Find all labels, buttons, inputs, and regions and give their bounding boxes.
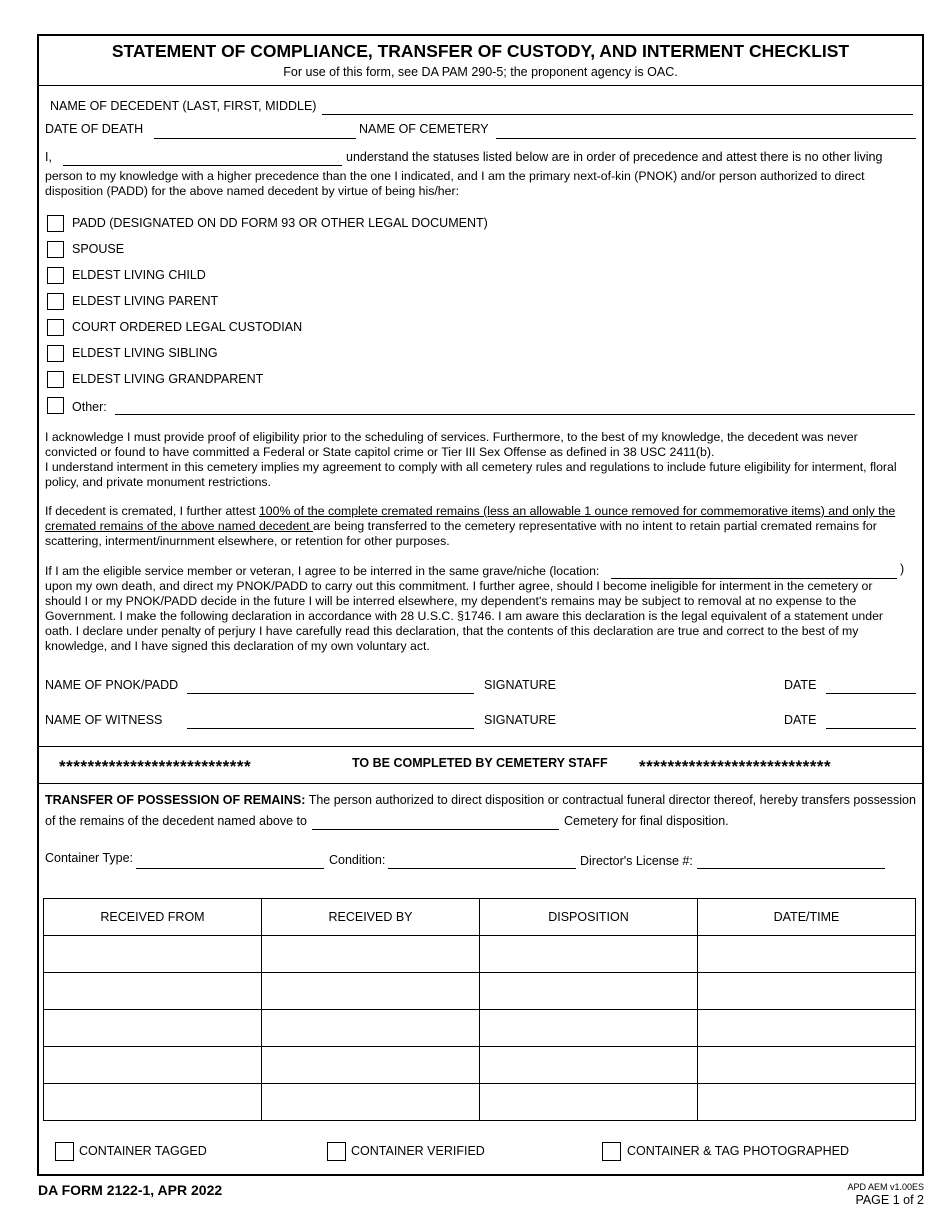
veteran-text-pre: If I am the eligible service member or veteran, I agree to be interred in the same grave/niche (location: (45, 564, 600, 578)
status-label-spouse: SPOUSE (72, 242, 125, 256)
cremated-text-pre: If decedent is cremated, I further attest (45, 504, 259, 518)
attest-name-field[interactable] (63, 149, 342, 166)
table-cell[interactable] (44, 1010, 262, 1047)
license-label: Director's License #: (580, 854, 693, 868)
checkbox-container-photographed[interactable] (602, 1142, 621, 1161)
status-checkbox-child[interactable] (47, 267, 64, 284)
status-label-custodian: COURT ORDERED LEGAL CUSTODIAN (72, 320, 303, 334)
form-version: APD AEM v1.00ES (847, 1182, 924, 1192)
transfer-heading: TRANSFER OF POSSESSION OF REMAINS: (45, 793, 306, 807)
container-type-field[interactable] (136, 852, 324, 869)
attest-text-rest: person to my knowledge with a higher precedence than the one I indicated, and I am the primary next-of-kin (PNOK) and/or person authorized to direct disposition (PADD) for the above named decedent by virtue of being his/her: (45, 169, 865, 198)
cemetery-name-label: NAME OF CEMETERY (359, 122, 489, 136)
status-checkbox-other[interactable] (47, 397, 64, 414)
header-disposition: DISPOSITION (480, 899, 698, 936)
veteran-text-close: ) (900, 562, 905, 576)
cremated-paragraph (45, 504, 911, 549)
acknowledge-paragraph-2: I understand interment in this cemetery implies my agreement to comply with all cemetery rules and regulations to include future eligibility for interment, floral policy, and private monument restrictions. (45, 460, 897, 489)
cremated-text-post: are being transferred to the cemetery representative with no intent to retain partial cremated remains for scattering, interment/inurnment elsewhere, or retention for other purposes. (45, 519, 877, 548)
table-row (44, 936, 916, 973)
checkbox-container-tagged[interactable] (55, 1142, 74, 1161)
table-row (44, 1084, 916, 1121)
witness-name-field[interactable] (187, 712, 474, 729)
table-cell[interactable] (262, 973, 480, 1010)
checkbox-container-verified[interactable] (327, 1142, 346, 1161)
form-subtitle: For use of this form, see DA PAM 290-5; the proponent agency is OAC. (283, 65, 678, 79)
table-cell[interactable] (44, 1084, 262, 1121)
table-cell[interactable] (480, 1084, 698, 1121)
condition-label: Condition: (329, 853, 386, 867)
table-cell[interactable] (480, 936, 698, 973)
table-cell[interactable] (262, 936, 480, 973)
decedent-name-field[interactable] (322, 98, 913, 115)
condition-field[interactable] (388, 852, 576, 869)
pnok-date-label: DATE (784, 678, 817, 692)
status-checkbox-padd[interactable] (47, 215, 64, 232)
witness-date-label: DATE (784, 713, 817, 727)
pnok-name-field[interactable] (187, 677, 474, 694)
grave-location-field[interactable] (611, 563, 897, 579)
table-row (44, 1010, 916, 1047)
custody-header-row (44, 899, 916, 936)
table-cell[interactable] (44, 936, 262, 973)
pnok-date-field[interactable] (826, 677, 916, 694)
table-cell[interactable] (698, 973, 916, 1010)
table-cell[interactable] (262, 1010, 480, 1047)
status-checkbox-grandparent[interactable] (47, 371, 64, 388)
header-divider (39, 85, 922, 86)
staff-bottom-divider (39, 783, 922, 784)
container-type-label: Container Type: (45, 851, 134, 865)
transfer-line1 (45, 793, 916, 807)
status-checkbox-spouse[interactable] (47, 241, 64, 258)
witness-signature-label: SIGNATURE (484, 713, 556, 727)
witness-date-field[interactable] (826, 712, 916, 729)
form-title: STATEMENT OF COMPLIANCE, TRANSFER OF CUSTODY, AND INTERMENT CHECKLIST (111, 41, 850, 61)
label-container-photographed: CONTAINER & TAG PHOTOGRAPHED (627, 1144, 850, 1158)
page-number: PAGE 1 of 2 (855, 1193, 924, 1207)
attest-i-label: I, (45, 150, 52, 164)
status-label-padd: PADD (DESIGNATED ON DD FORM 93 OR OTHER LEGAL DOCUMENT) (72, 216, 488, 230)
custody-table (43, 898, 916, 1121)
table-cell[interactable] (262, 1047, 480, 1084)
status-label-parent: ELDEST LIVING PARENT (72, 294, 219, 308)
table-cell[interactable] (480, 1010, 698, 1047)
table-row (44, 1047, 916, 1084)
table-cell[interactable] (698, 936, 916, 973)
staff-top-divider (39, 746, 922, 747)
witness-name-label: NAME OF WITNESS (45, 713, 163, 727)
other-status-field[interactable] (115, 398, 915, 415)
header-received-by: RECEIVED BY (262, 899, 480, 936)
status-label-grandparent: ELDEST LIVING GRANDPARENT (72, 372, 264, 386)
table-cell[interactable] (262, 1084, 480, 1121)
cremated-text-underlined: 100% of the complete cremated remains (less an allowable 1 ounce removed for commemorative items) and only the cremated remains of the above named decedent (45, 504, 896, 533)
transfer-text1: The person authorized to direct disposition or contractual funeral director thereof, hereby transfers possession (308, 793, 916, 807)
stars-left: *************************** (59, 757, 252, 776)
staff-heading: TO BE COMPLETED BY CEMETERY STAFF (352, 756, 608, 770)
pnok-signature-label: SIGNATURE (484, 678, 556, 692)
transfer-text3: Cemetery for final disposition. (564, 814, 729, 828)
veteran-paragraph: upon my own death, and direct my PNOK/PADD to carry out this commitment. I further agree, should I become ineligible for interment in the cemetery or should I or my PNOK/PADD decide in the future I will be interred elsewhere, my dependent's remains may be subject to removal at no expense to the Government. I make the following declaration in accordance with 28 U.S.C. §1746. I am aware this declaration is the legal equivalent of a statement under oath. I declare under penalty of perjury I have carefully read this declaration, that the contents of this declaration are true and correct to the best of my knowledge, and I have signed this declaration of my own voluntary act. (45, 579, 884, 653)
status-label-sibling: ELDEST LIVING SIBLING (72, 346, 218, 360)
acknowledge-paragraph-1: I acknowledge I must provide proof of eligibility prior to the scheduling of services. Furthermore, to the best of my knowledge, the decedent was never convicted or found to have committed a Federal or State capitol crime or Tier III Sex Offense as defined in 38 USC 2411(b). (45, 430, 858, 459)
status-checkbox-sibling[interactable] (47, 345, 64, 362)
decedent-name-label: NAME OF DECEDENT (LAST, FIRST, MIDDLE) (50, 99, 317, 113)
table-cell[interactable] (44, 1047, 262, 1084)
transfer-cemetery-field[interactable] (312, 813, 559, 830)
transfer-text2: of the remains of the decedent named above to (45, 814, 307, 828)
table-cell[interactable] (480, 1047, 698, 1084)
cemetery-name-field[interactable] (496, 122, 916, 139)
table-cell[interactable] (698, 1010, 916, 1047)
table-row (44, 973, 916, 1010)
table-cell[interactable] (698, 1047, 916, 1084)
status-checkbox-custodian[interactable] (47, 319, 64, 336)
date-of-death-field[interactable] (154, 122, 356, 139)
date-of-death-label: DATE OF DEATH (45, 122, 144, 136)
attest-text-line1: understand the statuses listed below are in order of precedence and attest there is no other living (346, 150, 883, 164)
status-label-child: ELDEST LIVING CHILD (72, 268, 206, 282)
form-id: DA FORM 2122-1, APR 2022 (38, 1182, 223, 1198)
status-checkbox-parent[interactable] (47, 293, 64, 310)
header-date-time: DATE/TIME (698, 899, 916, 936)
stars-right: *************************** (639, 757, 832, 776)
header-received-from: RECEIVED FROM (44, 899, 262, 936)
pnok-name-label: NAME OF PNOK/PADD (45, 678, 179, 692)
label-container-verified: CONTAINER VERIFIED (351, 1144, 485, 1158)
label-container-tagged: CONTAINER TAGGED (79, 1144, 207, 1158)
table-cell[interactable] (480, 973, 698, 1010)
license-field[interactable] (697, 852, 885, 869)
table-cell[interactable] (698, 1084, 916, 1121)
table-cell[interactable] (44, 973, 262, 1010)
status-label-other: Other: (72, 400, 107, 414)
form-frame (37, 34, 924, 1176)
